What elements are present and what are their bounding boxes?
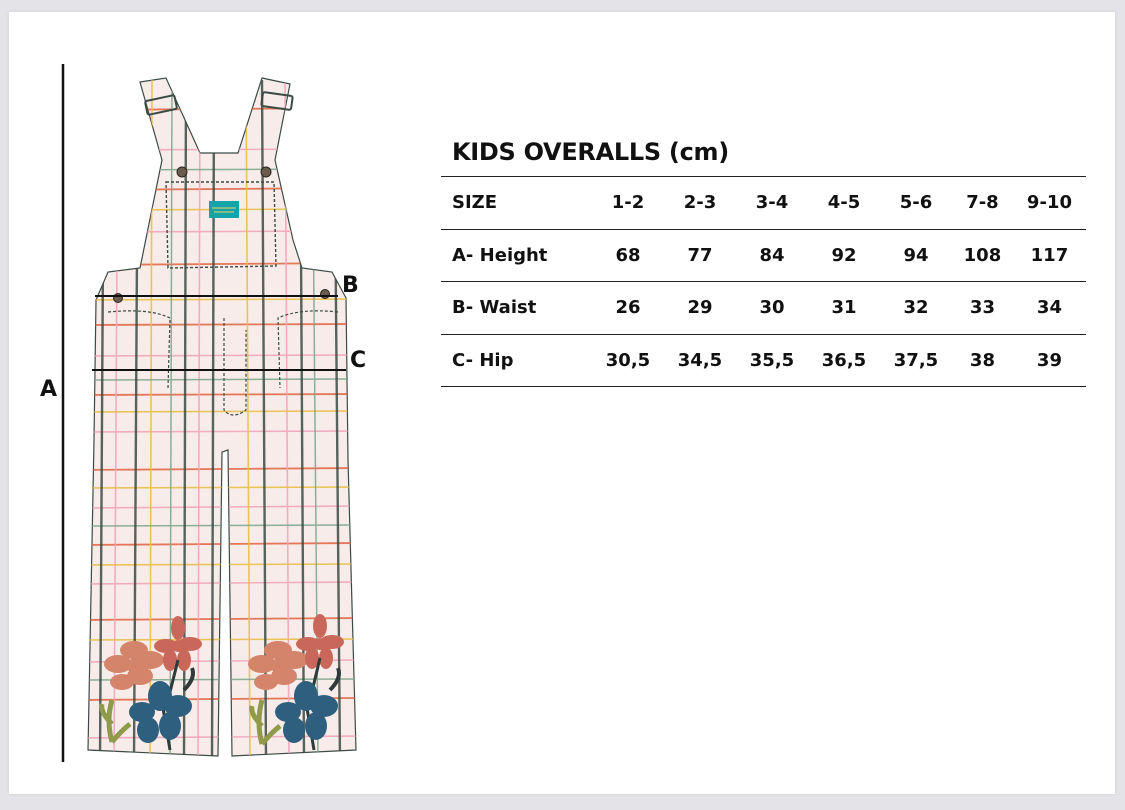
size-header-cell: 1-2: [592, 177, 664, 230]
size-header-cell: 3-4: [736, 177, 808, 230]
table-cell: 77: [664, 229, 736, 282]
table-cell: 35,5: [736, 334, 808, 387]
size-table: [441, 176, 1086, 387]
table-cell: 37,5: [880, 334, 952, 387]
row-label-hip: C- Hip: [441, 334, 592, 387]
table-cell: 31: [808, 282, 880, 335]
table-cell: 94: [880, 229, 952, 282]
table-cell: 108: [952, 229, 1013, 282]
dimension-label-c: C: [350, 348, 367, 373]
table-row: [441, 229, 1086, 282]
size-header-cell: 2-3: [664, 177, 736, 230]
table-header-row: [441, 177, 1086, 230]
table-cell: 92: [808, 229, 880, 282]
table-cell: 33: [952, 282, 1013, 335]
table-row: [441, 334, 1086, 387]
dimension-label-a: A: [40, 377, 58, 402]
size-header-cell: 5-6: [880, 177, 952, 230]
table-cell: 29: [664, 282, 736, 335]
right-strap-button: [261, 167, 271, 177]
table-cell: 34,5: [664, 334, 736, 387]
row-label-height: A- Height: [441, 229, 592, 282]
left-waist-button: [114, 294, 123, 303]
size-header-cell: 7-8: [952, 177, 1013, 230]
table-cell: 30,5: [592, 334, 664, 387]
table-title: KIDS OVERALLS (cm): [452, 138, 729, 166]
size-header-cell: 9-10: [1013, 177, 1086, 230]
table-cell: 117: [1013, 229, 1086, 282]
dimension-label-b: B: [342, 273, 359, 298]
table-cell: 36,5: [808, 334, 880, 387]
left-strap-button: [177, 167, 187, 177]
table-cell: 32: [880, 282, 952, 335]
row-label-waist: B- Waist: [441, 282, 592, 335]
right-waist-button: [321, 290, 330, 299]
table-cell: 39: [1013, 334, 1086, 387]
table-cell: 34: [1013, 282, 1086, 335]
table-cell: 68: [592, 229, 664, 282]
table-cell: 38: [952, 334, 1013, 387]
table-cell: 26: [592, 282, 664, 335]
brand-label-patch: [209, 201, 239, 218]
size-header-label: SIZE: [441, 177, 592, 230]
size-header-cell: 4-5: [808, 177, 880, 230]
table-cell: 84: [736, 229, 808, 282]
table-row: [441, 282, 1086, 335]
table-cell: 30: [736, 282, 808, 335]
